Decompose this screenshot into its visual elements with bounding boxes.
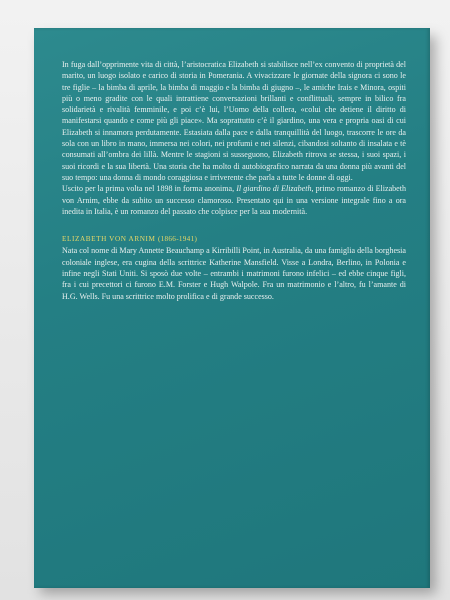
book-back-cover (34, 28, 430, 588)
author-heading (62, 234, 406, 245)
publication-text-post: , primo romanzo di Elizabeth von Arnim, ebbe da subito un successo clamoroso. Presentato qui in una versione integrale fino a ora inedita in Italia, è un romanzo del passato che colpisce per la sua modernità. (62, 184, 406, 216)
cover-text (62, 59, 406, 302)
author-bio: Nata col nome di Mary Annette Beauchamp a Kirribilli Point, in Australia, da una famiglia della borghesia coloniale inglese, era cugina della scrittrice Katherine Mansfield. Visse a Londra, Berlino, in Polonia e infine negli Stati Uniti. Si sposò due volte – entrambi i matrimoni furono infelici – ed ebbe cinque figli, fra i cui precettori ci furono E.M. Forster e Hugh Walpole. Fra un matrimonio e l’altro, fu l’amante di H.G. Wells. Fu una scrittrice molto prolifica e di grande successo. (62, 246, 406, 301)
blurb-paragraph: In fuga dall’opprimente vita di città, l’aristocratica Elizabeth si stabilisce nell’ex convento di proprietà del marito, un luogo isolato e carico di storia in Pomerania. A vivacizzare le giornate della signora ci sono le tre figlie – la bimba di aprile, la bimba di maggio e la bimba di giugno –, le amiche Irais e Minora, ospiti più o meno gradite con le quali intrattiene conversazioni brillanti e conflittuali, sempre in bilico fra solidarietà e rivalità femminile, e poi c’è lui, l’Uomo della collera, «colui che detiene il diritto di manifestarsi quando e come più gli piace». Ma soprattutto c’è il giardino, una vera e propria oasi di cui Elizabeth si innamora perdutamente. Estasiata dalla pace e dalla tranquillità del luogo, trascorre le ore da sola con un libro in mano, immersa nei colori, nei profumi e nei silenzi, cibandosi soltanto di insalata e tè consumati all’ombra dei lillà. Mentre le stagioni si susseguono, Elizabeth ritrova se stessa, i suoi spazi, i suoi ricordi e la sua libertà. Una storia che ha molto di autobiografico narrata da una donna più avanti del suo tempo: una donna di mondo coraggiosa e irriverente che parla a tutte le donne di oggi. (62, 60, 406, 182)
publication-paragraph (62, 183, 406, 217)
book-title: Il giardino di Elizabeth (236, 184, 312, 194)
publication-text-pre: Uscito per la prima volta nel 1898 in forma anonima, (62, 184, 237, 194)
author-dates: (1866-1941) (157, 235, 198, 244)
author-name: ELIZABETH VON ARNIM (62, 235, 156, 244)
